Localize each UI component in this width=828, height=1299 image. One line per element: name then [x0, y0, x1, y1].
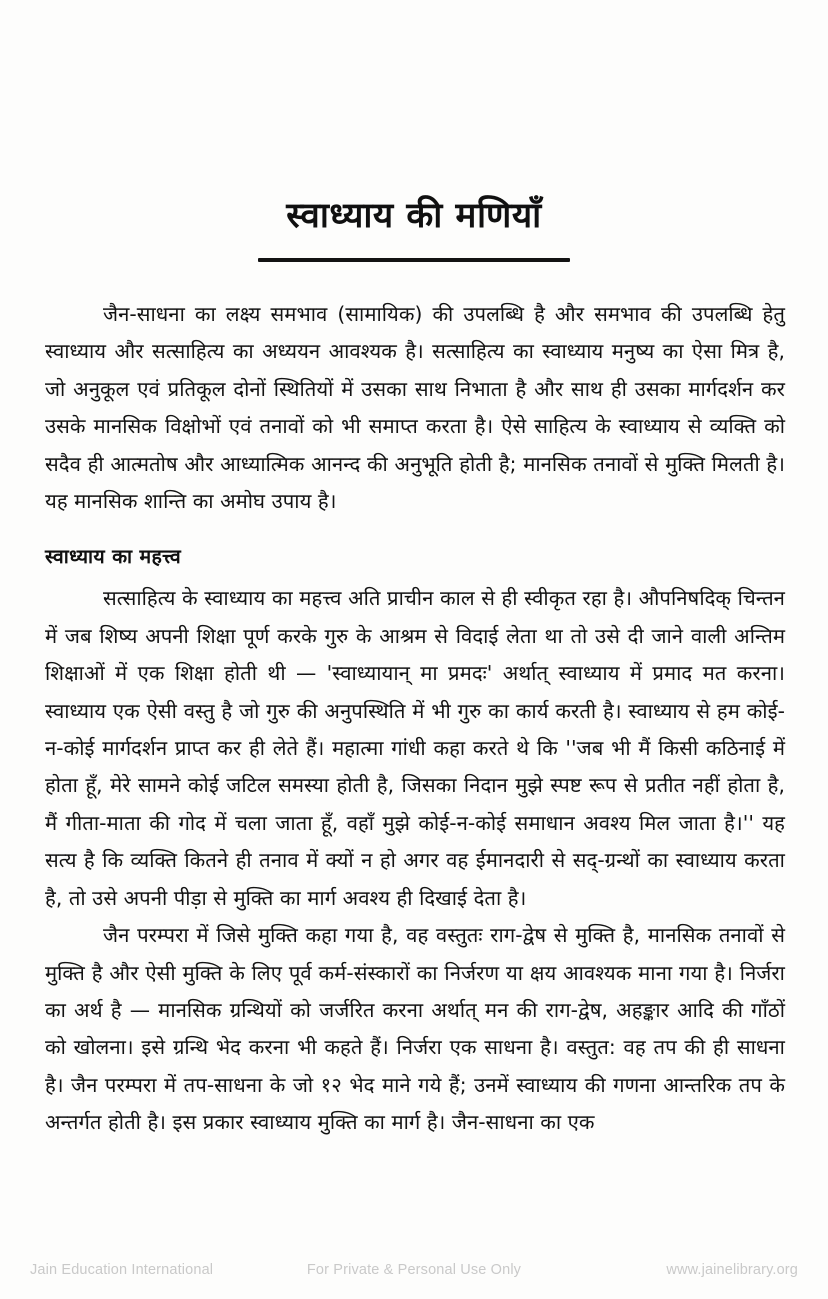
page-footer: [0, 1258, 828, 1282]
page-title: स्वाध्याय की मणियाँ: [286, 196, 542, 236]
footer-website-url[interactable]: www.jainelibrary.org: [666, 1262, 798, 1278]
document-body: [45, 296, 785, 1142]
paragraph-3: जैन परम्परा में जिसे मुक्ति कहा गया है, वह वस्तुतः राग-द्वेष से मुक्ति है, मानसिक तनावों से मुक्ति है और ऐसी मुक्ति के लिए पूर्व कर्म-संस्कारों का निर्जरण या क्षय आवश्यक माना गया है। निर्जरा का अर्थ है — मानसिक ग्रन्थियों को जर्जरित करना अर्थात् मन की राग-द्वेष, अहङ्कार आदि की गाँठों को खोलना। इसे ग्रन्थि भेद करना भी कहते हैं। निर्जरा एक साधना है। वस्तुत: वह तप की ही साधना है। जैन परम्परा में तप-साधना के जो १२ भेद माने गये हैं; उनमें स्वाध्याय की गणना आन्तरिक तप के अन्तर्गत होती है। इस प्रकार स्वाध्याय मुक्ति का मार्ग है। जैन-साधना का एक: [45, 923, 785, 1135]
title-block: [0, 196, 828, 262]
title-divider: [258, 258, 570, 262]
footer-usage-notice: For Private & Personal Use Only: [306, 1262, 522, 1278]
paragraph-2: सत्साहित्य के स्वाध्याय का महत्त्व अति प्राचीन काल से ही स्वीकृत रहा है। औपनिषदिक् चिन्तन में जब शिष्य अपनी शिक्षा पूर्ण करके गुरु के आश्रम से विदाई लेता था तो उसे दी जाने वाली अन्तिम शिक्षाओं में एक शिक्षा होती थी — 'स्वाध्यायान् मा प्रमदः' अर्थात् स्वाध्याय में प्रमाद मत करना। स्वाध्याय एक ऐसी वस्तु है जो गुरु की अनुपस्थिति में भी गुरु का कार्य करती है। स्वाध्याय से हम कोई-न-कोई मार्गदर्शन प्राप्त कर ही लेते हैं। महात्मा गांधी कहा करते थे कि ''जब भी मैं किसी कठिनाई में होता हूँ, मेरे सामने कोई जटिल समस्या होती है, जिसका निदान मुझे स्पष्ट रूप से प्रतीत नहीं होता है, मैं गीता-माता की गोद में चला जाता हूँ, वहाँ मुझे कोई-न-कोई समाधान अवश्य मिल जाता है।'' यह सत्य है कि व्यक्ति कितने ही तनाव में क्यों न हो अगर वह ईमानदारी से सद्-ग्रन्थों का स्वाध्याय करता है, तो उसे अपनी पीड़ा से मुक्ति का मार्ग अवश्य ही दिखाई देता है।: [45, 586, 785, 910]
section-heading-importance-of-svadhyaya: स्वाध्याय का महत्त्व: [45, 545, 182, 569]
footer-organization: Jain Education International: [30, 1262, 214, 1278]
paragraph-1: जैन-साधना का लक्ष्य समभाव (सामायिक) की उपलब्धि है और समभाव की उपलब्धि हेतु स्वाध्याय और सत्साहित्य का अध्ययन आवश्यक है। सत्साहित्य का स्वाध्याय मनुष्य का ऐसा मित्र है, जो अनुकूल एवं प्रतिकूल दोनों स्थितियों में उसका साथ निभाता है और साथ ही उसका मार्गदर्शन कर उसके मानसिक विक्षोभों एवं तनावों को भी समाप्त करता है। ऐसे साहित्य के स्वाध्याय से व्यक्ति को सदैव ही आत्मतोष और आध्यात्मिक आनन्द की अनुभूति होती है; मानसिक तनावों से मुक्ति मिलती है। यह मानसिक शान्ति का अमोघ उपाय है।: [45, 302, 785, 514]
